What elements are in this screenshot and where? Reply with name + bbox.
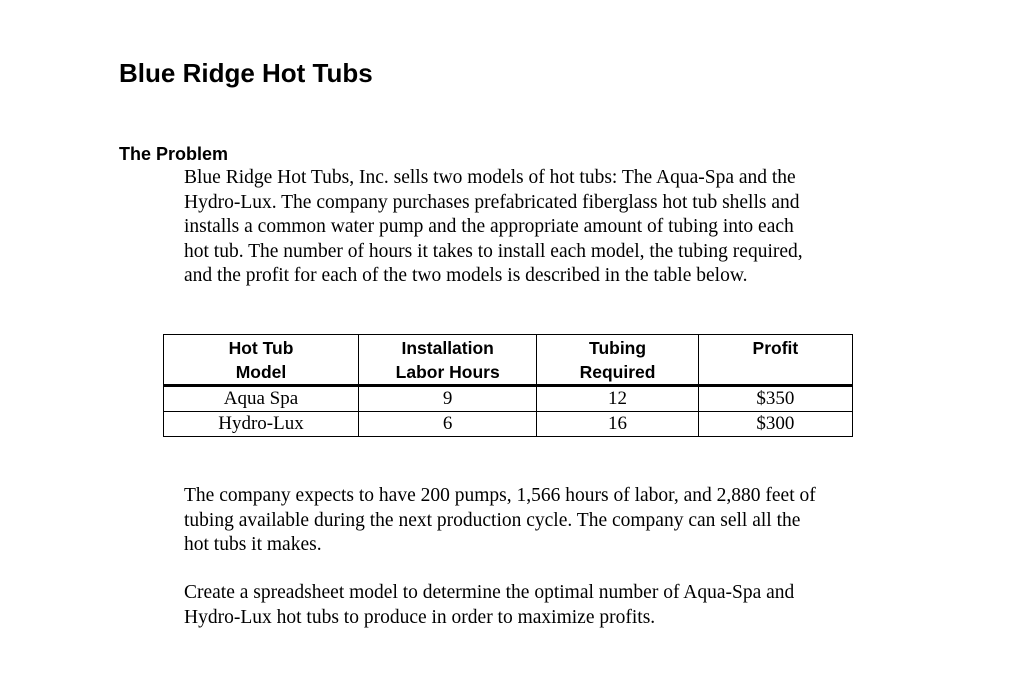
- table-cell-labor-hours: 6: [358, 412, 536, 437]
- task-paragraph: [184, 581, 889, 630]
- table-header-row: [164, 335, 853, 386]
- paragraph-line: tubing available during the next production cycle. The company can sell all the: [184, 509, 801, 531]
- hot-tub-table: [163, 334, 853, 437]
- paragraph-line: installs a common water pump and the appropriate amount of tubing into each: [184, 216, 794, 237]
- document-title: Blue Ridge Hot Tubs: [119, 58, 373, 88]
- table-cell-profit: $300: [698, 412, 852, 437]
- resources-paragraph: [184, 484, 889, 558]
- section-heading: The Problem: [119, 144, 229, 164]
- header-profit: [698, 335, 852, 386]
- header-text: Installation: [401, 338, 494, 358]
- header-tubing-required: [537, 335, 698, 386]
- table-cell-tubing: 12: [537, 386, 698, 412]
- table-cell-model: Hydro-Lux: [164, 412, 359, 437]
- paragraph-line: hot tub. The number of hours it takes to install each model, the tubing required,: [184, 240, 803, 262]
- header-text: Labor Hours: [395, 362, 500, 382]
- table-cell-tubing: 16: [537, 412, 698, 437]
- paragraph-line: Blue Ridge Hot Tubs, Inc. sells two models of hot tubs: The Aqua-Spa and the: [184, 167, 796, 188]
- header-hot-tub-model: [164, 335, 359, 386]
- table-cell-profit: $350: [698, 386, 852, 412]
- paragraph-line: Hydro-Lux. The company purchases prefabricated fiberglass hot tub shells and: [184, 191, 800, 213]
- paragraph-line: Hydro-Lux hot tubs to produce in order to maximize profits.: [184, 606, 656, 628]
- paragraph-line: and the profit for each of the two models is described in the table below.: [184, 265, 748, 286]
- paragraph-line: hot tubs it makes.: [184, 534, 322, 555]
- table-row: [164, 386, 853, 412]
- table-row: [164, 412, 853, 437]
- paragraph-line: Create a spreadsheet model to determine the optimal number of Aqua-Spa and: [184, 582, 795, 603]
- header-text: Profit: [752, 338, 799, 358]
- header-text: Model: [235, 362, 287, 382]
- header-text: Required: [579, 362, 656, 382]
- header-installation-labor-hours: [358, 335, 536, 386]
- table-cell-labor-hours: 9: [358, 386, 536, 412]
- paragraph-line: The company expects to have 200 pumps, 1,566 hours of labor, and 2,880 feet of: [184, 485, 816, 506]
- problem-paragraph: [184, 166, 889, 289]
- table-cell-model: Aqua Spa: [164, 386, 359, 412]
- header-text: Hot Tub: [228, 338, 294, 358]
- header-text: Tubing: [589, 338, 647, 358]
